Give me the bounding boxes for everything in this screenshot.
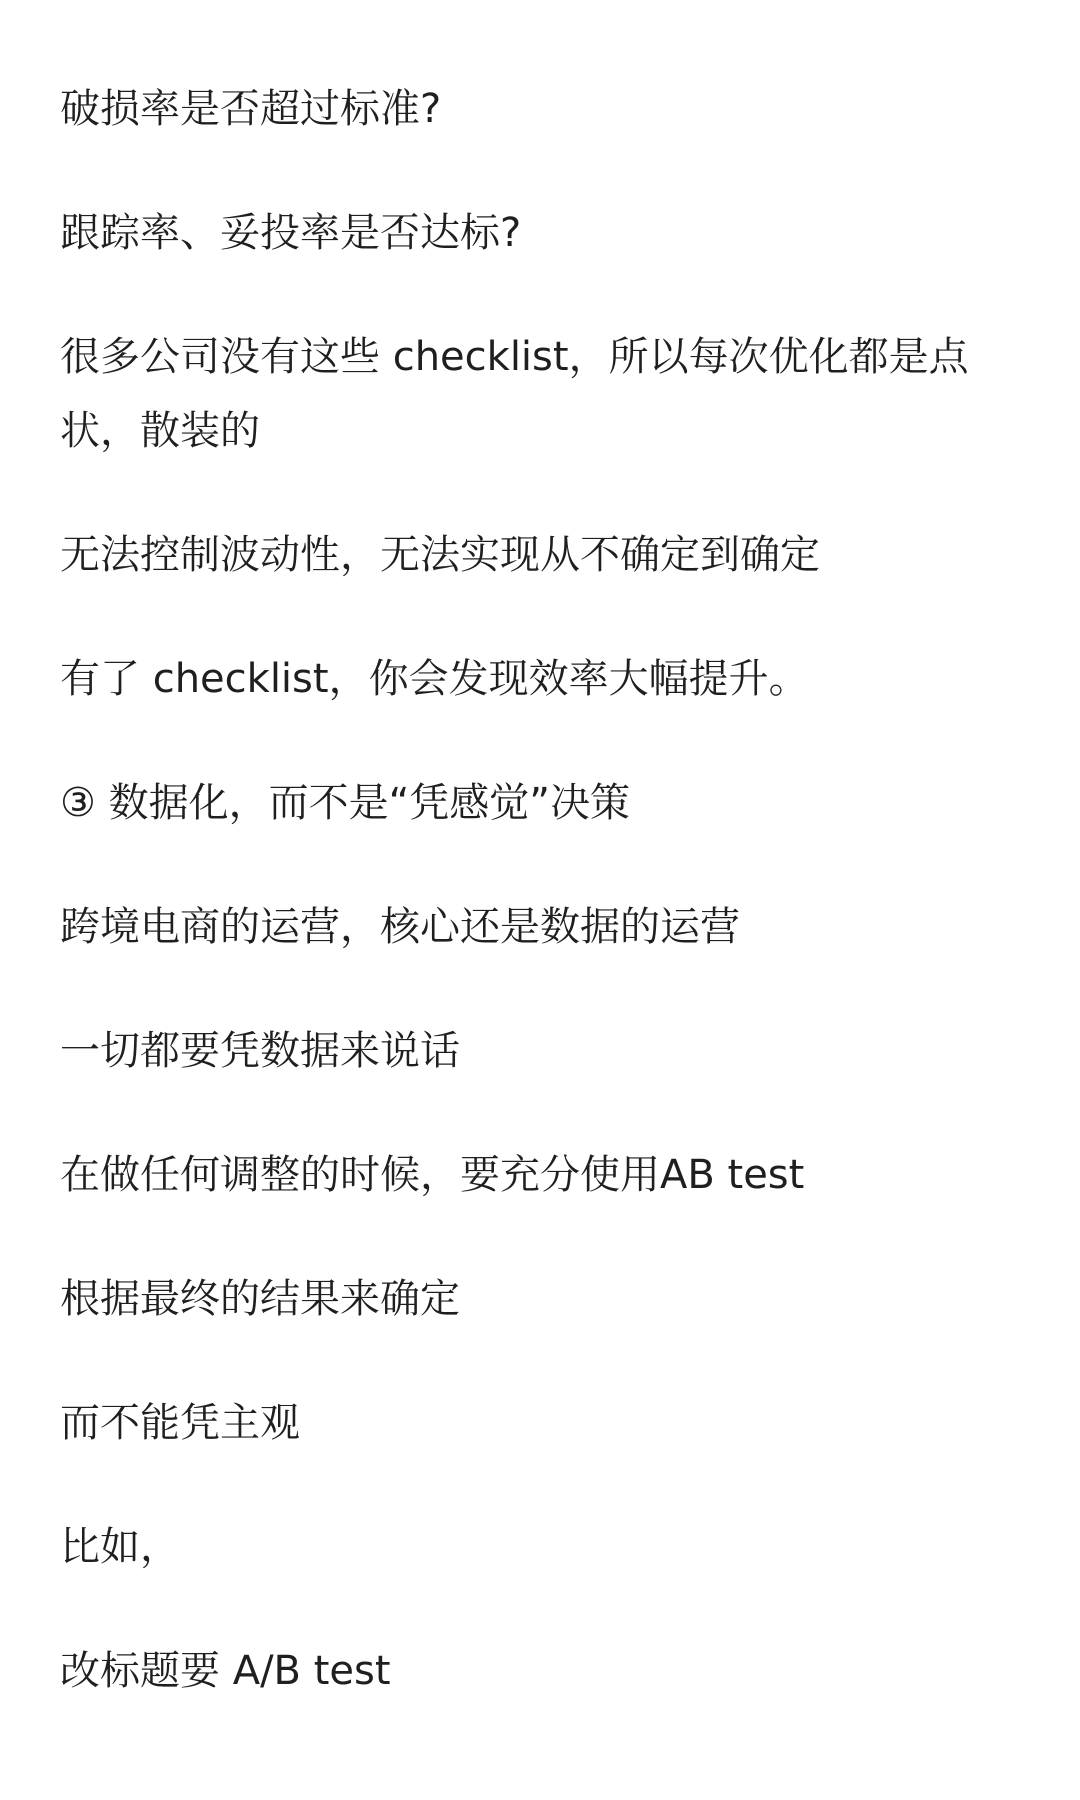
paragraph-ab-test: 在做任何调整的时候，要充分使用AB test	[60, 1152, 805, 1198]
paragraph-not-subjective: 而不能凭主观	[60, 1400, 300, 1446]
paragraph-volatility: 无法控制波动性，无法实现从不确定到确定	[60, 532, 820, 578]
paragraph-speak-with-data: 一切都要凭数据来说话	[60, 1028, 460, 1074]
paragraph-checklist-missing: 很多公司没有这些 checklist，所以每次优化都是点状，散装的	[60, 334, 969, 454]
section-heading-data-driven: ③ 数据化，而不是“凭感觉”决策	[60, 780, 631, 826]
paragraph-tracking-rate: 跟踪率、妥投率是否达标?	[60, 210, 522, 256]
paragraph-data-operations: 跨境电商的运营，核心还是数据的运营	[60, 904, 740, 950]
paragraph-for-example: 比如，	[60, 1524, 180, 1570]
paragraph-final-result: 根据最终的结果来确定	[60, 1276, 460, 1322]
paragraph-damage-rate: 破损率是否超过标准?	[60, 86, 442, 132]
paragraph-checklist-efficiency: 有了 checklist，你会发现效率大幅提升。	[60, 656, 809, 702]
paragraph-title-ab-test: 改标题要 A/B test	[60, 1648, 391, 1694]
